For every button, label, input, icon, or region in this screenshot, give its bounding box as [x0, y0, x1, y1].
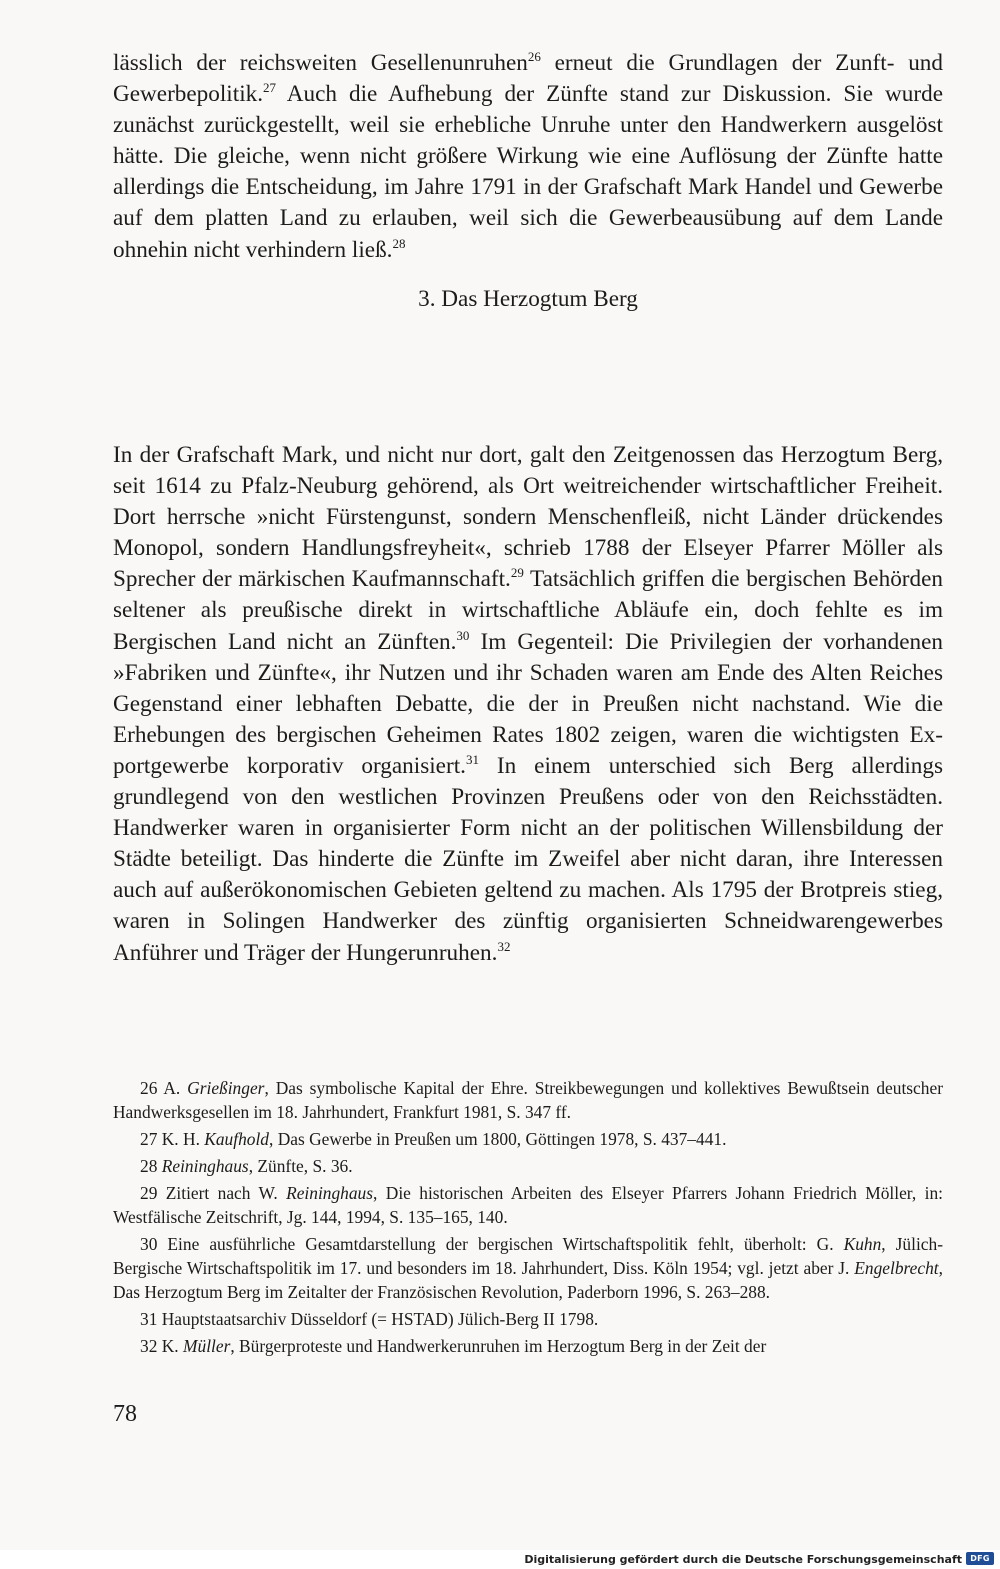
paragraph-zunftpolitik: [113, 48, 943, 266]
footnote-text: Zitiert nach W.: [165, 1183, 287, 1203]
footnote-text: , Das Herzogtum Berg im Zeitalter der Französischen Revolution, Paderborn 1996, S. 263–288.: [113, 1258, 943, 1302]
footnote-text: , Die historischen Arbeiten des Elseyer Pfarrers Johann Friedrich Möller, in: Westfälische Zeitschrift, Jg. 144, 1994, S. 135–165, 140.: [113, 1183, 943, 1227]
footnote-number: 31: [140, 1309, 158, 1329]
p1-text-3: Auch die Aufhebung der Zünfte stand zur Diskussion. Sie wurde zunächst zurückgestellt, weil sie erhebliche Unruhe unter den Handwerkern ausgelöst hätte. Die gleiche, wenn nicht größere Wirkung wie eine Auflösung der Zünfte hatte allerdings die Entscheidung, im Jahre 1791 in der Grafschaft Mark Handel und Gewerbe auf dem platten Land zu erlauben, weil sich die Gewerbeausübung auf dem Lande ohnehin nicht verhindern ließ.: [113, 81, 943, 263]
p2-text-4: In einem unterschied sich Berg allerdings grundlegend von den westlichen Provinzen Preußens oder von den Reichsstädten. Handwerker waren in organisierter Form nicht an der politischen Willensbildung der Städte beteiligt. Das hinderte die Zünfte im Zweifel aber nicht daran, ihre Interessen auch auf außerökonomischen Gebieten geltend zu machen. Als 1795 der Brotpreis stieg, waren in Solingen Handwerker des zünftig organisierten Schneidwarengewerbes Anführer und Träger der Hungerunruhen.: [113, 752, 943, 966]
section-heading: 3. Das Herzogtum Berg: [418, 286, 638, 312]
footnote-ref-28[interactable]: 28: [392, 235, 406, 251]
footnote-31: [113, 1307, 943, 1331]
footnote-author: Reininghaus: [161, 1156, 249, 1176]
footnote-32: [113, 1334, 943, 1358]
footnote-author: Müller: [183, 1336, 231, 1356]
footnote-ref-32[interactable]: 32: [497, 938, 511, 954]
footnote-ref-26[interactable]: 26: [527, 49, 541, 64]
footnote-author: Reininghaus: [286, 1183, 374, 1203]
footnote-text: , Bürgerproteste und Handwerkerunruhen im Herzogtum Berg in der Zeit der: [230, 1336, 767, 1356]
footnote-author: Kuhn: [843, 1234, 882, 1254]
footnote-text: A.: [163, 1078, 188, 1098]
footnote-number: 32: [140, 1336, 158, 1356]
footnote-text: K. H.: [161, 1129, 205, 1149]
footnote-author: Kaufhold: [204, 1129, 270, 1149]
footnote-ref-30[interactable]: 30: [456, 627, 470, 643]
footnote-number: 27: [140, 1129, 158, 1149]
footnote-number: 30: [140, 1234, 158, 1254]
footnote-number: 29: [140, 1183, 158, 1203]
p2-text-2: Tatsächlich griffen die bergischen Behörden seltener als preußische direkt in wirtschaftliche Abläufe ein, doch fehlte es im Bergischen Land nicht an Zünften.: [113, 566, 943, 655]
footnotes: [113, 1076, 943, 1361]
footnote-text: K.: [161, 1336, 184, 1356]
funding-credit: Digitalisierung gefördert durch die Deutsche Forschungsgemeinschaft: [524, 1553, 962, 1566]
footnote-number: 26: [140, 1078, 158, 1098]
page-number: 78: [113, 1401, 137, 1427]
dfg-logo-icon: DFG: [966, 1552, 994, 1565]
footnote-28: [113, 1154, 943, 1178]
footnote-30: [113, 1232, 943, 1304]
footnote-author: Grießinger: [187, 1078, 265, 1098]
p1-text-2: erneut die Grundlagen der Zunft- und Gewerbepolitik.: [113, 50, 943, 108]
p2-text-1: In der Grafschaft Mark, und nicht nur dort, galt den Zeitgenossen das Herzogtum Berg, seit 1614 zu Pfalz-Neuburg gehörend, als Ort weitreichender wirtschaftlicher Freiheit. Dort herrsche »nicht Fürstengunst, sondern Menschenfleiß, nicht Länder drückendes Monopol, sondern Handlungsfreyheit«, schrieb 1788 der Elseyer Pfarrer Möller als Sprecher der märkischen Kaufmannschaft.: [113, 442, 943, 593]
footnote-29: [113, 1181, 943, 1229]
p1-text-1: lässlich der reichsweiten Gesellenunruhen: [113, 50, 528, 76]
p2-text-3: Im Gegenteil: Die Privilegien der vorhandenen »Fabriken und Zünfte«, ihr Nutzen und ihr Schaden waren am Ende des Alten Reiches Gegenstand einer lebhaften Debatte, die der in Preußen nicht nachstand. Wie die Erhebungen des bergischen Geheimen Rates 1802 zeigen, waren die wichtigsten Exportgewerbe korporativ organisiert.: [113, 628, 943, 779]
paragraph-herzogtum-berg: [113, 440, 943, 969]
footnote-ref-27[interactable]: 27: [263, 80, 277, 96]
footnote-ref-31[interactable]: 31: [465, 751, 479, 767]
footnote-text: , Zünfte, S. 36.: [248, 1156, 353, 1176]
footnote-text: Eine ausführliche Gesamtdarstellung der bergischen Wirtschaftspolitik fehlt, überholt: G.: [167, 1234, 844, 1254]
footnote-text: , Das symbolische Kapital der Ehre. Streikbewegungen und kollektives Bewußtsein deutscher Handwerksgesellen im 18. Jahrhundert, Frankfurt 1981, S. 347 ff.: [113, 1078, 943, 1122]
footnote-text: Hauptstaatsarchiv Düsseldorf (= HSTAD) Jülich-Berg II 1798.: [161, 1309, 599, 1329]
footnote-author: Engelbrecht: [854, 1258, 939, 1278]
footnote-text: , Das Gewerbe in Preußen um 1800, Göttingen 1978, S. 437–441.: [269, 1129, 727, 1149]
footnote-number: 28: [140, 1156, 158, 1176]
footnote-27: [113, 1127, 943, 1151]
footnote-ref-29[interactable]: 29: [510, 565, 524, 581]
footnote-text: , Jülich-Bergische Wirtschaftspolitik im 17. und besonders im 18. Jahrhundert, Diss. Köln 1954; vgl. jetzt aber J.: [113, 1234, 943, 1278]
footnote-26: [113, 1076, 943, 1124]
